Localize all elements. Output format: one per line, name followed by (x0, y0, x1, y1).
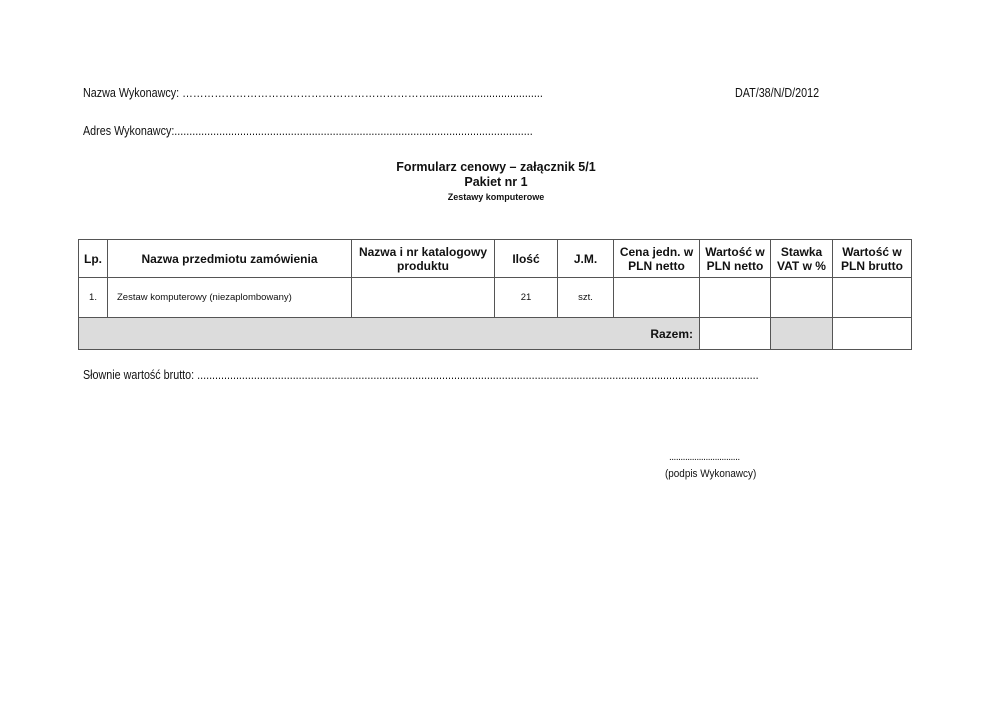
header-vat-rate: Stawka VAT w % (771, 240, 833, 278)
header-lp: Lp. (79, 240, 108, 278)
cell-qty: 21 (495, 278, 558, 318)
total-gross-value[interactable] (833, 318, 912, 350)
header-gross-value: Wartość w PLN brutto (833, 240, 912, 278)
package-title: Pakiet nr 1 (464, 175, 528, 189)
cell-unit: szt. (558, 278, 614, 318)
total-vat-rate (771, 318, 833, 350)
cell-item-name: Zestaw komputerowy (niezaplombowany) (108, 278, 352, 318)
contractor-address-line: Adres Wykonawcy:........................................................................................................................ (83, 124, 533, 138)
total-row (79, 318, 912, 350)
cell-lp: 1. (79, 278, 108, 318)
cell-net-value[interactable] (700, 278, 771, 318)
cell-catalog[interactable] (352, 278, 495, 318)
header-qty: Ilość (495, 240, 558, 278)
header-net-value: Wartość w PLN netto (700, 240, 771, 278)
header-unit: J.M. (558, 240, 614, 278)
form-title: Formularz cenowy – załącznik 5/1 (396, 160, 596, 174)
amount-in-words-line: Słownie wartość brutto: ............................................................................................................................................................................................ (83, 368, 759, 382)
table-row (79, 278, 912, 318)
table-header-row (79, 240, 912, 278)
cell-vat-rate[interactable] (771, 278, 833, 318)
contractor-name-line: Nazwa Wykonawcy: ……………………………………………………………...................................... (83, 86, 543, 100)
signature-label: (podpis Wykonawcy) (665, 468, 757, 480)
reference-number: DAT/38/N/D/2012 (735, 86, 820, 100)
cell-gross-value[interactable] (833, 278, 912, 318)
signature-line: ............................... (669, 452, 740, 463)
header-catalog: Nazwa i nr katalogowy produktu (352, 240, 495, 278)
cell-unit-price[interactable] (614, 278, 700, 318)
total-label: Razem: (79, 318, 700, 350)
header-unit-price: Cena jedn. w PLN netto (614, 240, 700, 278)
header-item-name: Nazwa przedmiotu zamówienia (108, 240, 352, 278)
price-table (78, 239, 912, 350)
total-net-value[interactable] (700, 318, 771, 350)
package-subtitle: Zestawy komputerowe (447, 192, 545, 202)
